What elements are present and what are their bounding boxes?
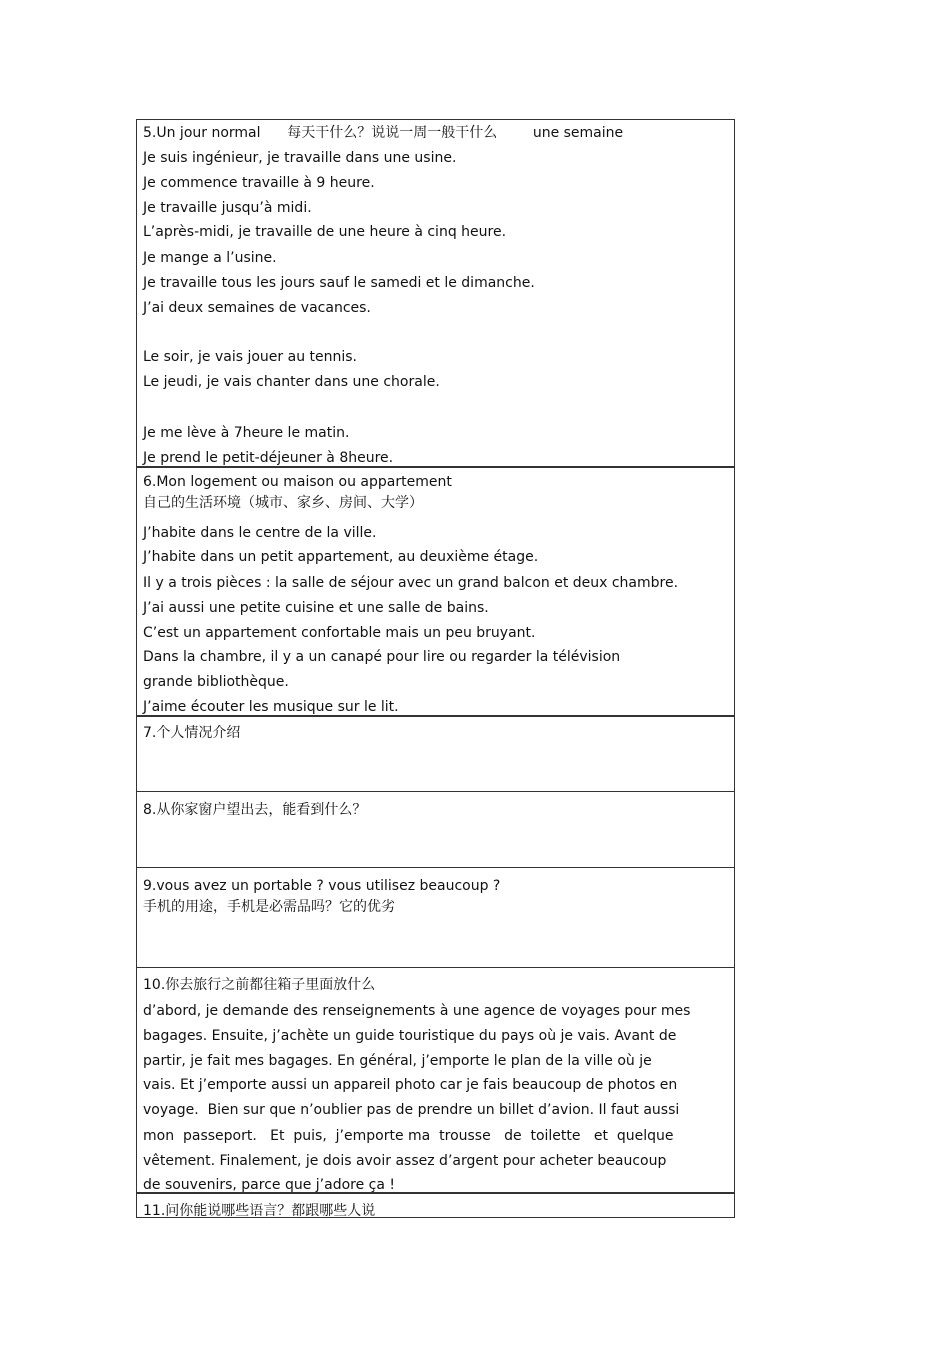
section-5-line: Le soir, je vais jouer au tennis. <box>143 349 358 365</box>
section-5-line: Le jeudi, je vais chanter dans une chorale. <box>143 374 440 390</box>
section-5-line: Je suis ingénieur, je travaille dans une usine. <box>143 150 457 166</box>
section-11-heading: 11.问你能说哪些语言？都跟哪些人说 <box>143 1203 376 1219</box>
section-11 <box>136 1192 735 1218</box>
document-table <box>136 119 735 1218</box>
section-10-line: bagages. Ensuite, j’achète un guide touristique du pays où je vais. Avant de <box>143 1028 677 1044</box>
section-6 <box>136 466 735 717</box>
section-6-line: J’aime écouter les musique sur le lit. <box>143 699 399 715</box>
section-5-line: L’après-midi, je travaille de une heure à cinq heure. <box>143 224 507 240</box>
section-10-line: de souvenirs, parce que j’adore ça ! <box>143 1177 396 1193</box>
section-5-line: Je me lève à 7heure le matin. <box>143 425 350 441</box>
section-6-line: C’est un appartement confortable mais un peu bruyant. <box>143 625 536 641</box>
section-5-line: Je mange a l’usine. <box>143 250 277 266</box>
section-10-line: voyage. Bien sur que n’oublier pas de prendre un billet d’avion. Il faut aussi <box>143 1102 680 1118</box>
section-9-heading: 9.vous avez un portable ? vous utilisez beaucoup ? <box>143 878 501 894</box>
section-6-subheading: 自己的生活环境（城市、家乡、房间、大学） <box>143 495 423 511</box>
section-5-line: Je commence travaille à 9 heure. <box>143 175 375 191</box>
section-6-line: J’habite dans un petit appartement, au deuxième étage. <box>143 549 539 565</box>
section-6-line: grande bibliothèque. <box>143 674 289 690</box>
section-10-line: d’abord, je demande des renseignements à une agence de voyages pour mes <box>143 1003 691 1019</box>
section-9-subheading: 手机的用途，手机是必需品吗？它的优劣 <box>143 899 395 915</box>
section-5-line: Je travaille tous les jours sauf le samedi et le dimanche. <box>143 275 535 291</box>
section-8-heading: 8.从你家窗户望出去，能看到什么？ <box>143 802 367 818</box>
section-10 <box>136 967 735 1194</box>
section-6-line: Dans la chambre, il y a un canapé pour lire ou regarder la télévision <box>143 649 621 665</box>
section-6-line: J’ai aussi une petite cuisine et une salle de bains. <box>143 600 489 616</box>
section-10-heading: 10.你去旅行之前都往箱子里面放什么 <box>143 977 376 993</box>
section-10-line: vais. Et j’emporte aussi un appareil photo car je fais beaucoup de photos en <box>143 1077 678 1093</box>
section-5-line: Je prend le petit-déjeuner à 8heure. <box>143 450 394 466</box>
section-5-heading: 5.Un jour normal 每天干什么？说说一周一般干什么 une semaine <box>143 125 624 141</box>
section-5-line: J’ai deux semaines de vacances. <box>143 300 371 316</box>
section-6-line: J’habite dans le centre de la ville. <box>143 525 377 541</box>
section-10-line: mon passeport. Et puis, j’emporte ma trousse de toilette et quelque <box>143 1128 674 1144</box>
section-10-line: partir, je fait mes bagages. En général, j’emporte le plan de la ville où je <box>143 1053 652 1069</box>
section-7-heading: 7.个人情况介绍 <box>143 725 241 741</box>
section-6-heading: 6.Mon logement ou maison ou appartement <box>143 474 452 490</box>
section-10-line: vêtement. Finalement, je dois avoir assez d’argent pour acheter beaucoup <box>143 1153 667 1169</box>
section-5-line: Je travaille jusqu’à midi. <box>143 200 312 216</box>
section-7 <box>136 715 735 792</box>
section-9 <box>136 867 735 968</box>
section-8 <box>136 791 735 868</box>
section-6-line: Il y a trois pièces : la salle de séjour avec un grand balcon et deux chambre. <box>143 575 679 591</box>
section-5 <box>136 119 735 468</box>
